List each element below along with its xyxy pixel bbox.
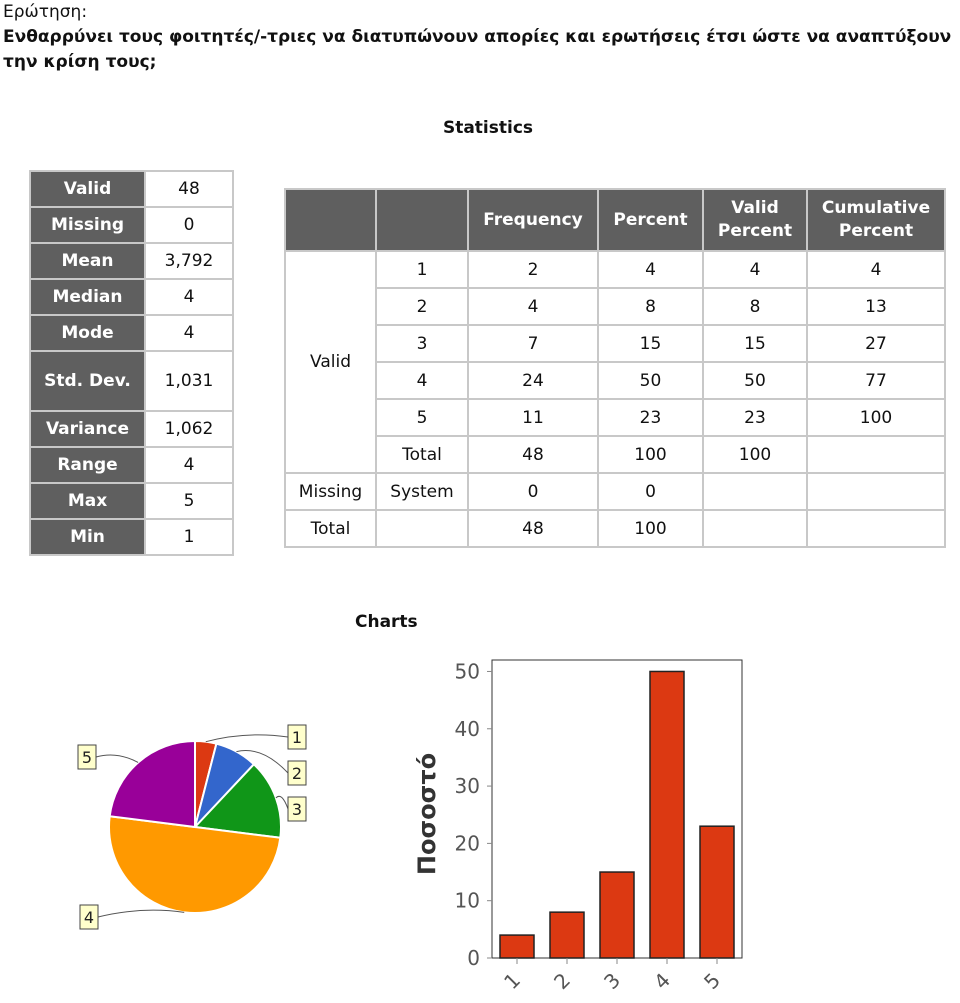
table-cell — [807, 436, 945, 473]
table-cell: 8 — [598, 288, 703, 325]
statistics-title: Statistics — [442, 118, 534, 138]
header-cell: Cumulative Percent — [807, 189, 945, 251]
stat-row — [30, 411, 233, 447]
x-tick-label: 5 — [699, 968, 726, 995]
stat-label: Missing — [30, 207, 145, 243]
table-cell: 4 — [468, 288, 598, 325]
valid-group-label: Valid — [285, 251, 376, 473]
header-cell: Percent — [598, 189, 703, 251]
table-row — [285, 325, 945, 362]
table-cell: 5 — [376, 399, 468, 436]
stat-row — [30, 351, 233, 411]
stat-label: Variance — [30, 411, 145, 447]
header-cell — [285, 189, 376, 251]
table-cell: Missing — [285, 473, 376, 510]
stat-value: 3,792 — [145, 243, 233, 279]
y-tick-label: 50 — [454, 659, 480, 684]
table-cell: 100 — [598, 436, 703, 473]
frequency-table — [284, 188, 946, 548]
stat-value: 4 — [145, 279, 233, 315]
table-cell: 50 — [703, 362, 807, 399]
table-cell — [807, 473, 945, 510]
table-row — [285, 288, 945, 325]
table-row — [285, 473, 945, 510]
table-row — [285, 510, 945, 547]
frequency-header-row — [285, 189, 945, 251]
pie-label-connector — [206, 735, 288, 742]
x-tick-label: 4 — [649, 968, 676, 995]
bar-4 — [650, 671, 684, 958]
table-cell: 1 — [376, 251, 468, 288]
charts-title: Charts — [355, 612, 418, 632]
table-cell: 100 — [598, 510, 703, 547]
stat-label: Valid — [30, 171, 145, 207]
table-cell: 77 — [807, 362, 945, 399]
table-cell: 13 — [807, 288, 945, 325]
stat-label: Mean — [30, 243, 145, 279]
stat-value: 5 — [145, 483, 233, 519]
stat-row — [30, 243, 233, 279]
table-cell — [703, 510, 807, 547]
pie-chart — [60, 715, 390, 945]
table-row — [285, 399, 945, 436]
stat-value: 1 — [145, 519, 233, 555]
table-cell: 24 — [468, 362, 598, 399]
pie-label-connector — [96, 755, 138, 763]
table-cell: 48 — [468, 436, 598, 473]
bar-1 — [500, 935, 534, 958]
x-tick-label: 1 — [499, 968, 526, 995]
table-row — [285, 251, 945, 288]
table-cell: 27 — [807, 325, 945, 362]
stat-label: Median — [30, 279, 145, 315]
bar-2 — [550, 912, 584, 958]
table-cell: 4 — [703, 251, 807, 288]
stat-label: Std. Dev. — [30, 351, 145, 411]
stat-row — [30, 207, 233, 243]
stat-row — [30, 519, 233, 555]
bar-3 — [600, 872, 634, 958]
stat-row — [30, 447, 233, 483]
table-cell: 4 — [598, 251, 703, 288]
stat-row — [30, 483, 233, 519]
table-cell: 23 — [703, 399, 807, 436]
table-cell: 3 — [376, 325, 468, 362]
pie-label-text: 2 — [291, 764, 303, 783]
table-row — [285, 362, 945, 399]
pie-label-text: 4 — [83, 908, 95, 927]
y-tick-label: 0 — [467, 946, 480, 970]
table-cell: Total — [285, 510, 376, 547]
table-cell: 2 — [376, 288, 468, 325]
table-cell — [807, 510, 945, 547]
header-cell: Valid Percent — [703, 189, 807, 251]
table-cell: 11 — [468, 399, 598, 436]
header-cell: Frequency — [468, 189, 598, 251]
x-tick-label: 2 — [549, 968, 576, 995]
bar-chart — [405, 650, 765, 1000]
table-cell: 100 — [703, 436, 807, 473]
stat-label: Mode — [30, 315, 145, 351]
pie-slice-5 — [110, 741, 195, 827]
stat-value: 1,062 — [145, 411, 233, 447]
stat-label: Range — [30, 447, 145, 483]
question-label: Ερώτηση: — [3, 2, 88, 22]
table-cell: 0 — [598, 473, 703, 510]
table-cell: 23 — [598, 399, 703, 436]
table-cell: 0 — [468, 473, 598, 510]
stat-label: Min — [30, 519, 145, 555]
stat-value: 4 — [145, 447, 233, 483]
table-row — [285, 436, 945, 473]
header-cell — [376, 189, 468, 251]
stat-row — [30, 279, 233, 315]
table-cell: 2 — [468, 251, 598, 288]
table-cell: Total — [376, 436, 468, 473]
y-tick-label: 30 — [454, 774, 480, 799]
stat-value: 1,031 — [145, 351, 233, 411]
table-cell: 15 — [598, 325, 703, 362]
stat-value: 4 — [145, 315, 233, 351]
table-cell: 4 — [376, 362, 468, 399]
y-tick-label: 20 — [454, 831, 480, 856]
stat-value: 0 — [145, 207, 233, 243]
statistics-table — [29, 170, 234, 556]
table-cell — [703, 473, 807, 510]
table-cell — [376, 510, 468, 547]
table-cell: 50 — [598, 362, 703, 399]
pie-label-text: 5 — [81, 748, 93, 767]
table-cell: 8 — [703, 288, 807, 325]
stat-row — [30, 315, 233, 351]
table-cell: 15 — [703, 325, 807, 362]
table-cell: 4 — [807, 251, 945, 288]
stat-row — [30, 171, 233, 207]
table-cell: 100 — [807, 399, 945, 436]
y-tick-label: 40 — [454, 716, 480, 741]
y-axis-label: Ποσοστό — [413, 752, 441, 876]
y-tick-label: 10 — [454, 888, 480, 913]
x-tick-label: 3 — [599, 968, 626, 995]
pie-label-text: 3 — [291, 800, 303, 819]
pie-label-connector — [98, 910, 184, 917]
table-cell: 7 — [468, 325, 598, 362]
stat-label: Max — [30, 483, 145, 519]
bar-5 — [700, 826, 734, 958]
pie-label-text: 1 — [291, 728, 303, 747]
stat-value: 48 — [145, 171, 233, 207]
question-text: Ενθαρρύνει τους φοιτητές/-τριες να διατυπώνουν απορίες και ερωτήσεις έτσι ώστε να αναπτύξουν την κρίση τους; — [3, 27, 952, 72]
table-cell: System — [376, 473, 468, 510]
table-cell: 48 — [468, 510, 598, 547]
